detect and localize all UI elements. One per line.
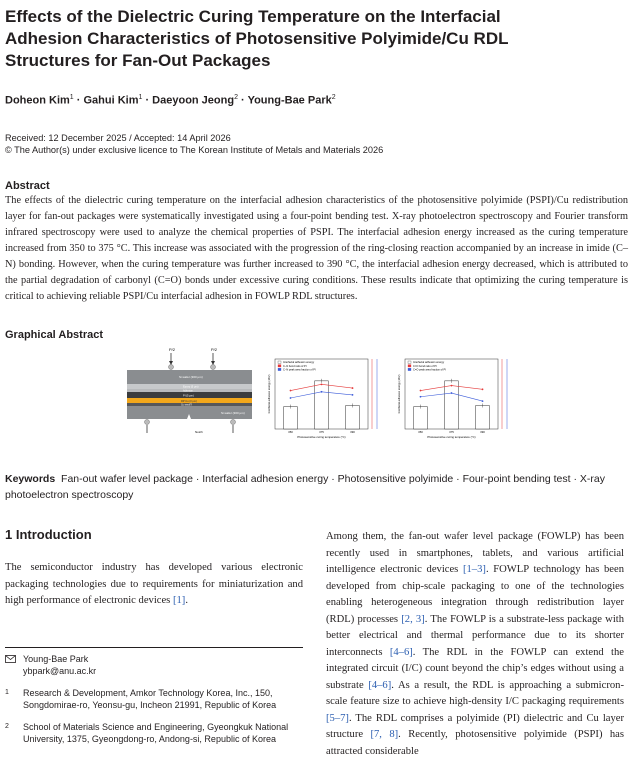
legend-swatch (408, 368, 411, 370)
author-separator: · (142, 94, 153, 107)
text-run: . The FOWLP is a substrate-less package with better electrical and thermal performance due to its shorter interconnects (326, 613, 625, 658)
text-run: . (185, 595, 188, 606)
bar (414, 407, 428, 429)
data-point (290, 397, 292, 399)
legend-entry: Interfacial adhesion energy (413, 361, 445, 365)
citation-link[interactable]: [1–3] (462, 564, 486, 575)
abstract-text: The effects of the dielectric curing temperature on the interfacial adhesion characteristics of the photosensitive polyimide (PSPI)/Cu redistribution layer for fan-out packages were systematically investigated using a four-point bending test. X-ray photoelectron spectroscopy and Fourier transform infrared spectroscopy were used to analyze the chemical properties of PSPI. The interfacial adhesion energy increased as the curing temperature increased from 350 to 375 °C. This increase was associated with the progression of the ring-closing reaction accompanied by an increase in imide (C–N) bonding. However, when the curing temperature was further increased to 390 °C, the interfacial adhesion energy decreased, which is attributed to the partial degradation of carbonyl (C=O) bonds under excessive curing conditions. These results indicate that optimizing the curing temperature is critical to achieving reliable PSPI/Cu interfacial adhesion in FOWLP RDL structures. (5, 195, 628, 302)
data-point (352, 387, 354, 389)
graphical-abstract-figure (123, 345, 523, 445)
author-name: Doheon Kim (5, 94, 70, 107)
support-pin (145, 420, 150, 425)
author-name: Daeyoon Jeong (152, 94, 235, 107)
publication-dates (5, 132, 383, 156)
bar (284, 407, 298, 429)
text-run: . Recently, photosensitive polyimide (PSPI) has attracted considerable (326, 729, 624, 757)
layer-label: Si wafer (300 μm) (179, 375, 203, 379)
text-run: . The RDL in the FOWLP can extend the integrated circuit (I/C) count beyond the chip’s edges without using a substrate (326, 646, 625, 691)
citation-link[interactable]: [7, 8] (370, 729, 399, 740)
affiliation-mark: 1 (138, 94, 143, 101)
data-point (420, 396, 422, 398)
affiliation-mark: 2 (331, 94, 336, 101)
tick-label: 390 (350, 430, 355, 434)
affiliation-text: School of Materials Science and Engineering, Gyeongkuk National University, 1375, Gyeongdong-ro, Andong-si, Republic of Korea (23, 722, 289, 744)
author-name: Young-Bae Park (247, 94, 332, 107)
data-point (482, 400, 484, 402)
legend-swatch (408, 365, 411, 367)
data-point (290, 390, 292, 392)
load-label: P/2 (211, 347, 218, 352)
loading-pin (211, 365, 216, 370)
legend-swatch (408, 361, 411, 363)
loading-pin (169, 365, 174, 370)
author-separator: · (237, 94, 248, 107)
citation-link[interactable]: [2, 3] (401, 613, 425, 625)
introduction-paragraph-right (326, 529, 624, 760)
bending-schematic (127, 347, 252, 434)
affiliation-mark: 1 (69, 94, 74, 101)
text-run: . The RDL comprises a polyimide (PI) dielectric and Cu layer structure (326, 712, 624, 740)
text-run: The semiconductor industry has developed various electronic packaging technologies due to requirements for miniaturization and high performance of electronic devices (5, 562, 303, 606)
x-axis-label: Photosensitive curing temperature (°C) (297, 435, 346, 439)
legend-entry: Interfacial adhesion energy (283, 361, 315, 365)
load-label: P/2 (169, 347, 176, 352)
layer-label: Cu seed/Ti (181, 404, 193, 407)
data-point (451, 385, 453, 387)
corresponding-author (5, 653, 303, 677)
citation-link[interactable]: [5–7] (326, 712, 349, 724)
bar (315, 381, 329, 429)
legend-swatch (278, 368, 281, 370)
affiliation-2 (5, 721, 303, 745)
abstract-heading: Abstract (5, 180, 50, 192)
keywords-list: Fan-out wafer level package · Interfacial adhesion energy · Photosensitive polyimide · Four-point bending test · X-ray photoelectron spectroscopy (5, 473, 605, 501)
citation-link[interactable]: [4–6] (368, 679, 392, 691)
legend-swatch (278, 361, 281, 363)
section-heading-introduction: 1 Introduction (5, 527, 92, 542)
data-point (482, 388, 484, 390)
layer-label: PI (5 μm) (183, 394, 194, 398)
citation-link[interactable]: [4–6] (389, 646, 413, 658)
introduction-paragraph-left (5, 560, 303, 610)
footnotes (5, 653, 303, 751)
tick-label: 350 (288, 430, 293, 434)
layer-label: Adhesion (183, 389, 193, 393)
keywords-label: Keywords (5, 473, 56, 485)
legend-entry: C–N bond ratio of PI (283, 364, 307, 368)
layer-label: Si wafer (300 μm) (221, 411, 245, 415)
support-pin (231, 420, 236, 425)
citation-link[interactable]: [1] (172, 595, 186, 606)
tick-label: 390 (480, 430, 485, 434)
affiliation-mark: 2 (5, 723, 9, 730)
x-axis-label: Photosensitive curing temperature (°C) (427, 435, 476, 439)
layer-label: Epoxy (5 μm) (183, 385, 199, 389)
legend-entry: C=O bond ratio of PI (413, 364, 437, 368)
keywords (5, 471, 628, 503)
chart-co-bonding (397, 359, 507, 439)
bar (445, 381, 459, 429)
author-list (5, 94, 336, 107)
tick-label: 375 (449, 430, 454, 434)
chart-cn-bonding (267, 359, 377, 439)
layer-label: RP Cu (3 μm) (181, 399, 197, 403)
affiliation-mark: 1 (5, 689, 9, 696)
affiliation-text: Research & Development, Amkor Technology Korea, Inc., 150, Songdomirae-ro, Yeonsu-gu, Incheon 21991, Republic of Korea (23, 688, 277, 710)
footnote-rule (5, 647, 303, 648)
legend-entry: C=O peak area fraction of PI (413, 368, 446, 372)
data-point (451, 392, 453, 394)
data-point (352, 394, 354, 396)
notch-label: Notch (195, 430, 203, 434)
author-separator: · (73, 94, 84, 107)
corresponding-name: Young-Bae Park (23, 654, 89, 664)
affiliation-1 (5, 687, 303, 711)
data-point (420, 390, 422, 392)
text-run: . As a result, the RDL is approaching a submicron-scale feature size to achieve high-density I/C packaging requirements (326, 679, 624, 707)
affiliation-mark: 2 (234, 94, 238, 101)
data-point (321, 383, 323, 385)
graphical-abstract-heading: Graphical Abstract (5, 329, 104, 341)
y-axis-label: Interfacial adhesion energy (J/m²) (398, 374, 401, 414)
tick-label: 375 (319, 430, 324, 434)
bar (476, 405, 490, 429)
y-axis-label: Interfacial adhesion energy (J/m²) (268, 374, 271, 414)
legend-entry: C–N peak area fraction of PI (283, 368, 316, 372)
corresponding-email[interactable]: ybpark@anu.ac.kr (23, 666, 97, 676)
envelope-icon (5, 655, 16, 663)
copyright-line: © The Author(s) under exclusive licence to The Korean Institute of Metals and Materials 2026 (5, 145, 384, 155)
author-name: Gahui Kim (83, 94, 139, 107)
text-run: . FOWLP technology has been developed from chip-scale packaging to one of the technologies enabling heterogeneous integration through redistribution layer (RDL) processes (326, 564, 624, 625)
tick-label: 350 (418, 430, 423, 434)
legend-swatch (278, 365, 281, 367)
received-accepted-line: Received: 12 December 2025 / Accepted: 14 April 2026 (5, 133, 231, 143)
bar (346, 405, 360, 429)
text-run: Among them, the fan-out wafer level package (FOWLP) has been recently used in smartphones, tablets, and various artificial intelligence electronic devices (326, 531, 624, 575)
paper-title: Effects of the Dielectric Curing Temperature on the Interfacial Adhesion Characteristics of Photosensitive Polyimide/Cu RDL Structures for Fan-Out Packages (5, 7, 509, 70)
data-point (321, 391, 323, 393)
